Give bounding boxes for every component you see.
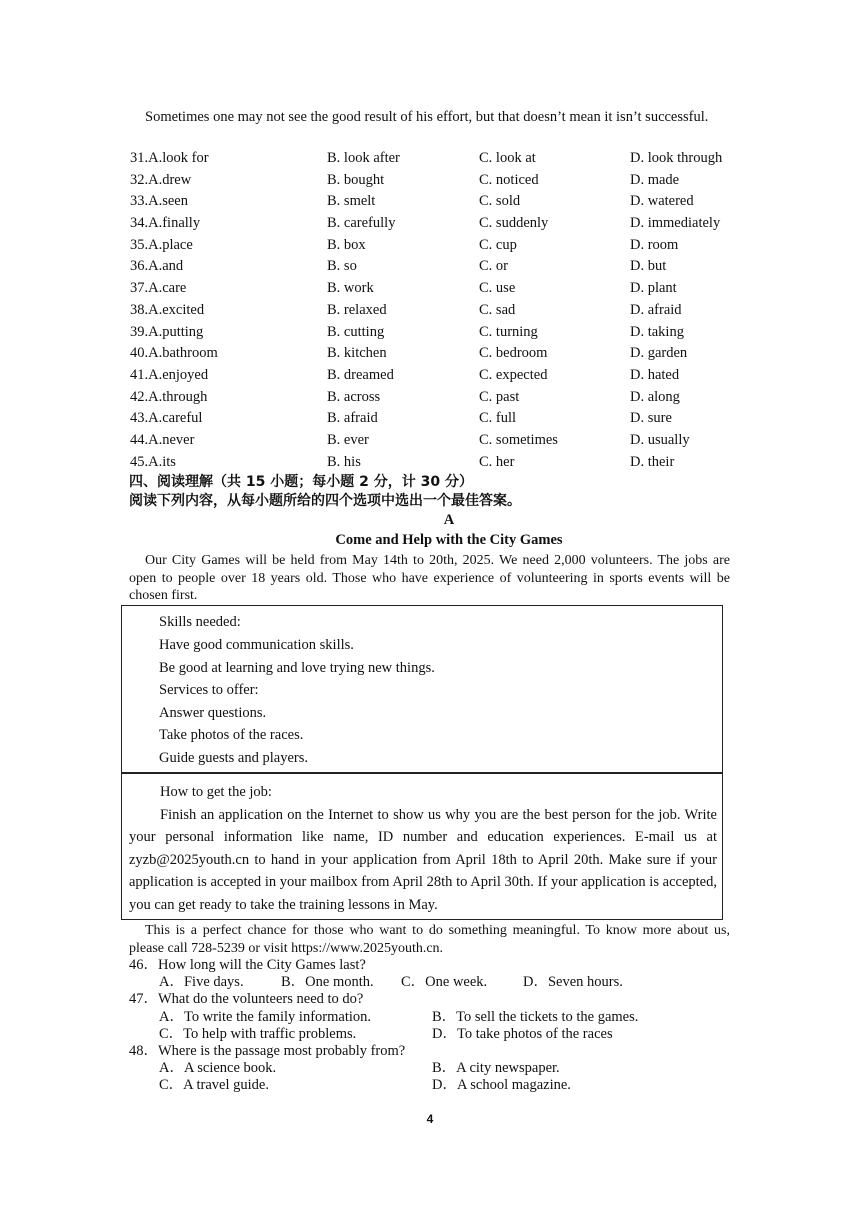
option-b: B. his — [327, 453, 361, 470]
how-to-get-job-box — [121, 773, 723, 920]
option-b: B. work — [327, 280, 374, 297]
option-a: 39.A.putting — [130, 323, 204, 340]
option-c: C. bedroom — [479, 345, 548, 362]
option-a: 36.A.and — [130, 258, 184, 275]
option-b: B．One month. — [281, 974, 374, 990]
option-c: C．A travel guide. — [159, 1077, 269, 1093]
box-line: Be good at learning and love trying new things. — [159, 660, 435, 676]
option-d: D. watered — [630, 193, 694, 210]
cloze-row — [130, 258, 750, 280]
option-d: D. sure — [630, 410, 672, 427]
box-heading: How to get the job: — [160, 784, 272, 800]
passage-letter: A — [443, 512, 455, 528]
option-c: C. sometimes — [479, 431, 558, 448]
option-d: D．To take photos of the races — [432, 1026, 613, 1042]
box-line: Guide guests and players. — [159, 750, 308, 766]
box-line: Take photos of the races. — [159, 727, 304, 743]
option-b: B. bought — [327, 171, 385, 188]
cloze-row — [130, 150, 750, 172]
option-a: 38.A.excited — [130, 301, 205, 318]
cloze-row — [130, 410, 750, 432]
question-stem: 48．Where is the passage most probably from? — [129, 1043, 406, 1059]
box-body: Finish an application on the Internet to show us why you are the best person for the job. Write your personal information like name, ID number and education experiences. E-mail us at zyzb@2025youth.cn to hand in your application from April 18th to April 20th. Make sure if your application is accepted in your mailbox from April 28th to April 30th. If your application is accepted, you can get ready to take the training lessons in May. — [129, 806, 717, 913]
option-a: 35.A.place — [130, 236, 193, 253]
option-d: D. plant — [630, 280, 677, 297]
option-d: D．Seven hours. — [523, 974, 623, 990]
option-b: B. cutting — [327, 323, 385, 340]
how-to-get-job-text — [129, 781, 717, 916]
option-d: D. hated — [630, 366, 680, 383]
option-b: B. dreamed — [327, 366, 394, 383]
option-b: B. relaxed — [327, 301, 387, 318]
cloze-row — [130, 345, 750, 367]
option-c: C. or — [479, 258, 508, 275]
box-line: Answer questions. — [159, 705, 267, 721]
option-c: C. expected — [479, 366, 548, 383]
option-c: C. look at — [479, 150, 536, 166]
cloze-row — [130, 324, 750, 346]
option-d: D. but — [630, 258, 667, 275]
option-d: D. room — [630, 236, 679, 253]
option-a: 45.A.its — [130, 453, 176, 470]
option-c: C. sold — [479, 193, 521, 210]
cloze-row — [130, 193, 750, 215]
option-b: B. smelt — [327, 193, 376, 210]
skills-services-box — [121, 605, 723, 773]
option-b: B．To sell the tickets to the games. — [432, 1009, 639, 1025]
cloze-row — [130, 280, 750, 302]
option-a: 37.A.care — [130, 280, 187, 297]
option-b: B. kitchen — [327, 345, 387, 362]
cloze-row — [130, 172, 750, 194]
option-d: D．A school magazine. — [432, 1077, 571, 1093]
intro-tail-paragraph: Sometimes one may not see the good result of his effort, but that doesn’t mean it isn’t successful. — [145, 109, 709, 125]
passage-title: Come and Help with the City Games — [335, 532, 563, 548]
option-b: B. look after — [327, 150, 400, 166]
option-c: C. noticed — [479, 171, 539, 188]
option-a: 43.A.careful — [130, 410, 203, 427]
option-c: C. full — [479, 410, 517, 427]
option-c: C．One week. — [401, 974, 488, 990]
option-b: B. across — [327, 388, 381, 405]
option-a: 32.A.drew — [130, 171, 192, 188]
question-stem: 47．What do the volunteers need to do? — [129, 991, 364, 1007]
option-d: D. usually — [630, 431, 690, 448]
option-c: C. use — [479, 280, 516, 297]
passage-closing: This is a perfect chance for those who want to do something meaningful. To know more about us, please call 728-5239 or visit https://www.2025youth.cn. — [129, 923, 730, 956]
option-c: C. her — [479, 453, 515, 470]
option-c: C. turning — [479, 323, 538, 340]
cloze-row — [130, 215, 750, 237]
option-d: D. look through — [630, 150, 723, 166]
option-d: D. taking — [630, 323, 684, 340]
option-b: B. afraid — [327, 410, 378, 427]
box-line: Skills needed: — [159, 614, 241, 630]
option-a: 41.A.enjoyed — [130, 366, 209, 383]
question-stem: 46．How long will the City Games last? — [129, 957, 366, 973]
cloze-row — [130, 237, 750, 259]
option-d: D. garden — [630, 345, 688, 362]
option-b: B. ever — [327, 431, 369, 448]
option-d: D. made — [630, 171, 680, 188]
option-c: C. sad — [479, 301, 516, 318]
cloze-row — [130, 367, 750, 389]
option-b: B. box — [327, 236, 366, 253]
option-a: 40.A.bathroom — [130, 345, 218, 362]
option-b: B．A city newspaper. — [432, 1060, 560, 1076]
box-line: Services to offer: — [159, 682, 259, 698]
option-d: D. immediately — [630, 215, 721, 232]
option-d: D. along — [630, 388, 680, 405]
option-d: D. afraid — [630, 301, 682, 318]
option-c: C. suddenly — [479, 215, 549, 232]
option-a: 33.A.seen — [130, 193, 188, 210]
option-a: A．To write the family information. — [159, 1009, 372, 1025]
option-b: B. so — [327, 258, 357, 275]
option-a: A．Five days. — [159, 974, 244, 990]
option-a: A．A science book. — [159, 1060, 277, 1076]
box-line: Have good communication skills. — [159, 637, 354, 653]
option-a: 44.A.never — [130, 431, 195, 448]
option-a: 31.A.look for — [130, 150, 209, 166]
page-number: 4 — [426, 1112, 434, 1126]
option-c: C. past — [479, 388, 520, 405]
section-heading: 四、阅读理解（共 15 小题；每小题 2 分，计 30 分） — [129, 474, 473, 490]
cloze-options-grid — [130, 150, 750, 475]
cloze-row — [130, 302, 750, 324]
option-a: 34.A.finally — [130, 215, 201, 232]
passage-intro: Our City Games will be held from May 14th to 20th, 2025. We need 2,000 volunteers. The jobs are open to people over 18 years old. Those who have experience of volunteering in sports events will be chosen first. — [129, 553, 730, 603]
option-b: B. carefully — [327, 215, 396, 232]
option-c: C．To help with traffic problems. — [159, 1026, 357, 1042]
cloze-row — [130, 389, 750, 411]
option-d: D. their — [630, 453, 675, 470]
section-instruction: 阅读下列内容，从每小题所给的四个选项中选出一个最佳答案。 — [129, 493, 521, 509]
option-a: 42.A.through — [130, 388, 208, 405]
option-c: C. cup — [479, 236, 517, 253]
cloze-row — [130, 432, 750, 454]
